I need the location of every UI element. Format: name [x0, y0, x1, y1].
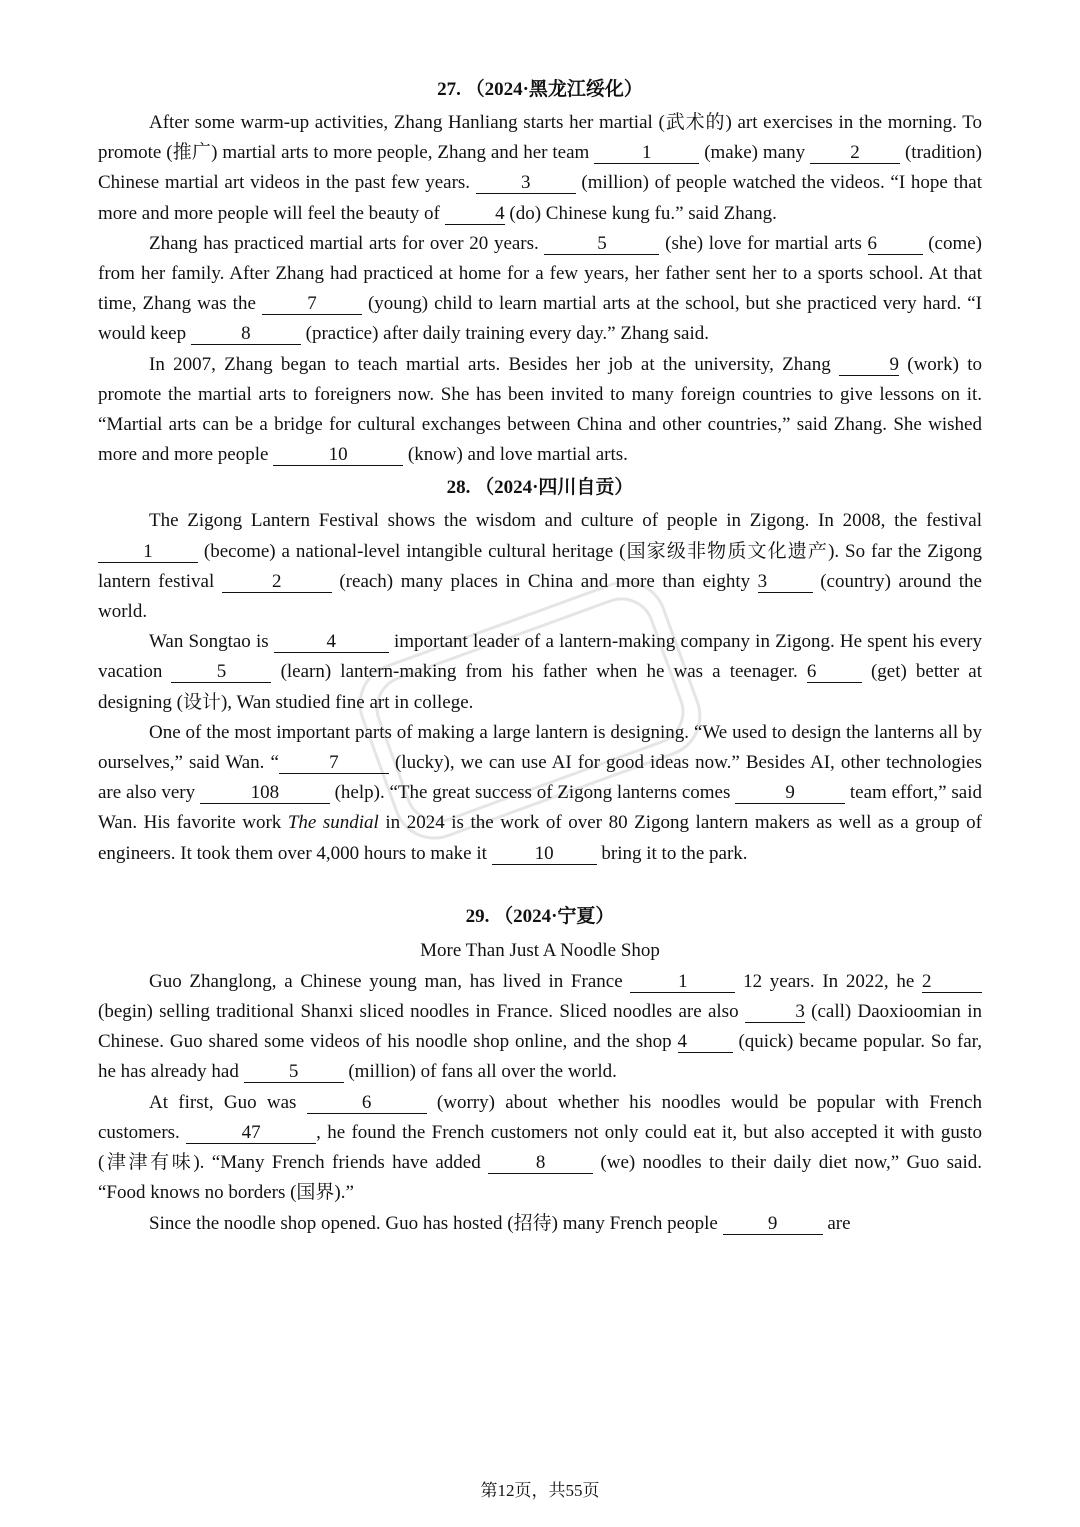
blank-29-8: 8 [488, 1153, 593, 1174]
page-number: 第12页，共55页 [480, 1481, 600, 1500]
blank-29-2: 2 [922, 972, 982, 993]
q28-paragraph-2: Wan Songtao is 4 important leader of a lantern-making company in Zigong. He spent his every vacation 5 (learn) lantern-making from his father when he was a teenager. 6 (get) better at designing (设计), Wan studied fine art in college. [98, 631, 983, 713]
blank-29-9: 9 [723, 1214, 823, 1235]
blank-27-2: 2 [810, 143, 900, 164]
blank-27-5: 5 [544, 234, 659, 255]
question-27-heading: 27. （2024·黑龙江绥化） [437, 79, 643, 100]
blank-29-4: 4 [678, 1032, 733, 1053]
question-29-heading: 29. （2024·宁夏） [465, 905, 615, 927]
q27-paragraph-1: After some warm-up activities, Zhang Hanliang starts her martial (武术的) art exercises in the morning. To promote (推广) martial arts to more people, Zhang and her team 1 (make) many 2 (tradition) Chinese martial art videos in the past few years. 3 (million) of people watched the videos. “I hope that more and more people will feel the beauty of 4 (do) Chinese kung fu.” said Zhang. [98, 112, 982, 224]
q28-paragraph-3: One of the most important parts of making a large lantern is designing. “We used to design the lanterns all by ourselves,” said Wan. “ 7 (lucky), we can use AI for good ideas now.” Besides AI, other technologies are also very 108 (help). “The great success of Zigong lanterns comes 9 team effort,” said Wan. His favorite work The sundial in 2024 is the work of over 80 Zigong lantern makers as well as a group of engineers. It took them over 4,000 hours to make it 10 bring it to the park. [98, 721, 982, 864]
blank-27-3: 3 [476, 173, 576, 194]
blank-28-6: 6 [807, 662, 862, 683]
question-28-heading: 28. （2024·四川自贡） [446, 477, 634, 499]
blank-28-5: 5 [171, 662, 271, 683]
work-title: The sundial [287, 812, 379, 834]
blank-29-6: 6 [307, 1093, 427, 1114]
blank-27-9: 9 [839, 355, 899, 376]
blank-28-2: 2 [222, 572, 332, 593]
blank-27-6: 6 [868, 234, 923, 255]
blank-27-10: 10 [273, 445, 403, 466]
passage-title: More Than Just A Noodle Shop [420, 939, 660, 961]
q29-paragraph-2: At first, Guo was 6 (worry) about whether his noodles would be popular with French customers. 47 , he found the French customers not only could eat it, but also accepted it with gusto (津津有味). “Many French friends have added 8 (we) noodles to their daily diet now,” Guo said. “Food knows no borders (国界).” [98, 1091, 982, 1204]
blank-29-7: 47 [186, 1123, 316, 1144]
q29-paragraph-1: Guo Zhanglong, a Chinese young man, has lived in France 1 12 years. In 2022, he 2 (begin) selling traditional Shanxi sliced noodles in France. Sliced noodles are also 3 (call) Daoxioomian in Chinese. Guo shared some videos of his noodle shop online, and the shop 4 (quick) became popular. So far, he has already had 5 (million) of fans all over the world. [98, 970, 982, 1083]
page-content [98, 72, 982, 1239]
blank-27-4: 4 [445, 204, 505, 225]
blank-28-3: 3 [758, 572, 813, 593]
blank-29-5: 5 [244, 1062, 344, 1083]
blank-28-10: 10 [492, 844, 597, 865]
q27-paragraph-3: In 2007, Zhang began to teach martial arts. Besides her job at the university, Zhang 9 (work) to promote the martial arts to foreigners now. She has been invited to many foreign countries to give lessons on it. “Martial arts can be a bridge for cultural exchanges between China and other countries,” said Zhang. She wished more and more people 10 (know) and love martial arts. [98, 353, 983, 466]
q28-paragraph-1: The Zigong Lantern Festival shows the wisdom and culture of people in Zigong. In 2008, the festival 1 (become) a national-level intangible cultural heritage (国家级非物质文化遗产). So far the Zigong lantern festival 2 (reach) many places in China and more than eighty 3 (country) around the world. [98, 510, 982, 623]
blank-28-1: 1 [98, 542, 198, 563]
blank-28-9: 9 [735, 783, 845, 804]
blank-29-3: 3 [745, 1002, 805, 1023]
blank-27-8: 8 [191, 324, 301, 345]
blank-27-7: 7 [262, 294, 362, 315]
blank-28-7: 7 [279, 753, 389, 774]
q29-paragraph-3: Since the noodle shop opened. Guo has hosted (招待) many French people 9 are [149, 1212, 851, 1234]
q27-paragraph-2: Zhang has practiced martial arts for over 20 years. 5 (she) love for martial arts 6 (come) from her family. After Zhang had practiced at home for a few years, her father sent her to a sports school. At that time, Zhang was the 7 (young) child to learn martial arts at the school, but she practiced very hard. “I would keep 8 (practice) after daily training every day.” Zhang said. [98, 232, 983, 345]
blank-29-1: 1 [630, 972, 735, 993]
blank-28-4: 4 [274, 632, 389, 653]
blank-27-1: 1 [594, 143, 699, 164]
blank-28-8: 108 [200, 783, 330, 804]
